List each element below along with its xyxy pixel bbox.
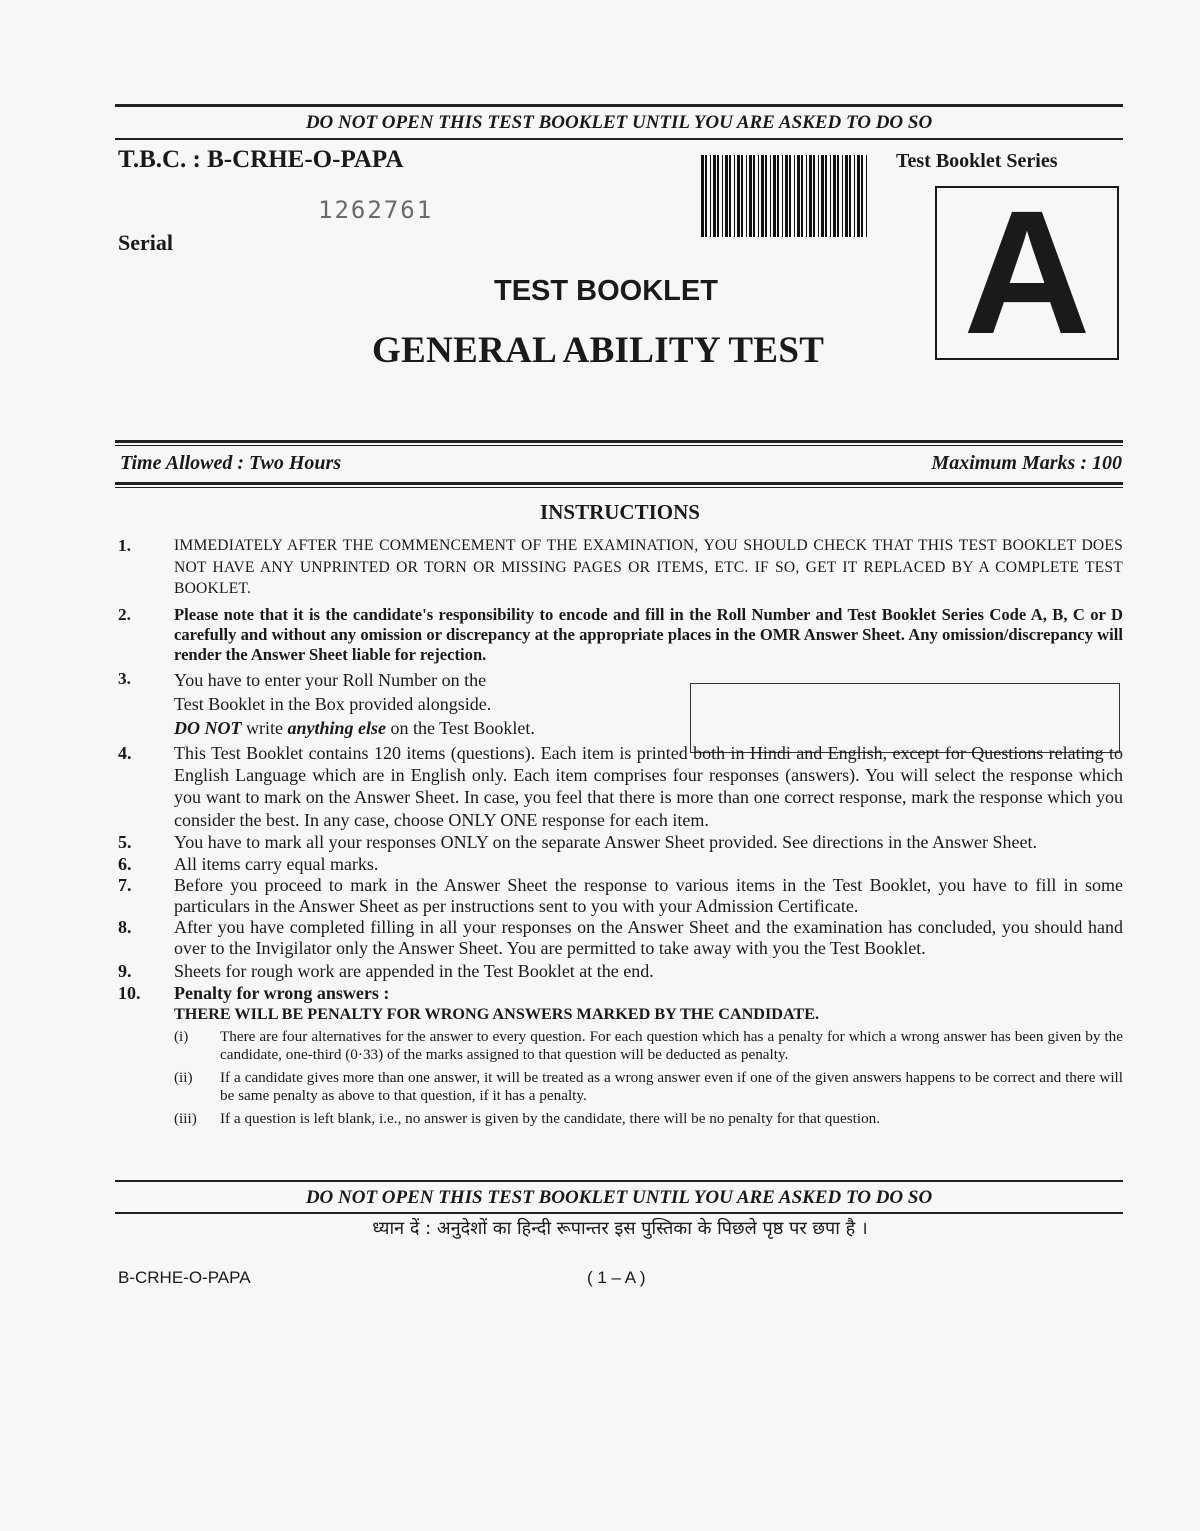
list-item: [118, 535, 1123, 600]
top-rule: [115, 104, 1123, 107]
item-text: Sheets for rough work are appended in the Test Booklet at the end.: [174, 961, 654, 982]
penalty-roman: (iii): [174, 1110, 197, 1128]
penalty-text: There are four alternatives for the answer to every question. For each question which has a penalty for which a wrong answer has been given by the candidate, one-third (0·33) of the marks assigned to that question will be deducted as penalty.: [220, 1027, 1123, 1063]
list-item: [118, 983, 1123, 1128]
list-item: [118, 605, 1123, 665]
item-number: 3.: [118, 668, 131, 688]
item-text: IMMEDIATELY AFTER THE COMMENCEMENT OF THE EXAMINATION, YOU SHOULD CHECK THAT THIS TEST BOOKLET DOES NOT HAVE ANY UNPRINTED OR TORN OR MISSING PAGES OR ITEMS, ETC. IF SO, GET IT REPLACED BY A COMPLETE TEST BOOKLET.: [174, 537, 1123, 598]
item-number: 2.: [118, 604, 131, 624]
list-item: [118, 742, 1123, 831]
item-number: 8.: [118, 917, 132, 938]
item-text: Please note that it is the candidate's responsibility to encode and fill in the Roll Number and Test Booklet Series Code A, B, C or D carefully and without any omission or discrepancy at the appropriate places in the OMR Answer Sheet. Any omission/discrepancy will render the Answer Sheet liable for rejection.: [174, 604, 1123, 664]
footer-code: B-CRHE-O-PAPA: [118, 1268, 251, 1287]
instructions-list: [118, 535, 1123, 1128]
item-text: You have to mark all your responses ONLY on the separate Answer Sheet provided. See directions in the Answer Sheet.: [174, 831, 1038, 852]
roll-instruction-line: DO NOT write anything else on the Test Booklet.: [174, 717, 535, 738]
item-text: This Test Booklet contains 120 items (questions). Each item is printed both in Hindi and English, except for Questions relating to English Language which are in English only. Each item comprises four responses (answers). You will select the response which you want to mark on the Answer Sheet. In case, you feel that there is more than one correct response, mark the response which you consider the best. In any case, choose ONLY ONE response for each item.: [174, 742, 1123, 830]
header-rule-bottom: [115, 482, 1123, 485]
list-item: [118, 854, 1123, 876]
header-rule-bottom-thin: [115, 487, 1123, 488]
series-letter: A: [963, 175, 1091, 371]
header-rule-top: [115, 440, 1123, 443]
do-not-open-banner-bottom: DO NOT OPEN THIS TEST BOOKLET UNTIL YOU ARE ASKED TO DO SO: [305, 1187, 933, 1208]
series-label: Test Booklet Series: [896, 150, 1058, 172]
item-number: 7.: [118, 875, 132, 896]
banner-rule: [115, 138, 1123, 140]
item-number: 4.: [118, 742, 132, 763]
penalty-item: [174, 1069, 1123, 1104]
item-number: 5.: [118, 831, 132, 852]
list-item: [118, 917, 1123, 958]
time-allowed: Time Allowed : Two Hours: [120, 452, 342, 474]
booklet-title: TEST BOOKLET: [494, 275, 718, 307]
footer-rule-top: [115, 1180, 1123, 1182]
do-not-open-banner-top: DO NOT OPEN THIS TEST BOOKLET UNTIL YOU ARE ASKED TO DO SO: [305, 112, 933, 133]
page-number: ( 1 – A ): [587, 1268, 646, 1287]
item-text: [174, 983, 1123, 1128]
list-item: [118, 832, 1123, 854]
item-number: 10.: [118, 982, 141, 1003]
item-text: All items carry equal marks.: [174, 853, 379, 874]
header-rule-thin: [115, 445, 1123, 446]
list-item: [118, 875, 1123, 916]
penalty-roman: (ii): [174, 1069, 193, 1087]
item-text: After you have completed filling in all your responses on the Answer Sheet and the examination has concluded, you should hand over to the Invigilator only the Answer Sheet. You are permitted to take away with you the Test Booklet.: [174, 917, 1123, 958]
item-text: Before you proceed to mark in the Answer Sheet the response to various items in the Test Booklet, you have to fill in some particulars in the Answer Sheet as per instructions sent to you with your Admission Certificate.: [174, 875, 1123, 916]
hindi-note: ध्यान दें : अनुदेशों का हिन्दी रूपान्तर इस पुस्तिका के पिछले पृष्ठ पर छपा है ।: [372, 1218, 868, 1239]
serial-label: Serial: [118, 230, 173, 255]
max-marks: Maximum Marks : 100: [931, 452, 1122, 474]
instructions-heading: INSTRUCTIONS: [540, 500, 700, 524]
roll-instruction-line: Test Booklet in the Box provided alongside.: [174, 693, 492, 714]
list-item: [118, 961, 1123, 983]
penalty-roman: (i): [174, 1027, 189, 1045]
item-number: 9.: [118, 961, 132, 982]
item-number: 1.: [118, 536, 131, 555]
penalty-subtitle: THERE WILL BE PENALTY FOR WRONG ANSWERS MARKED BY THE CANDIDATE.: [174, 1005, 820, 1024]
penalty-title: Penalty for wrong answers :: [174, 982, 390, 1003]
list-item: [118, 668, 1123, 740]
penalty-item: [174, 1028, 1123, 1063]
penalty-text: If a candidate gives more than one answer, it will be treated as a wrong answer even if one of the given answers happens to be correct and there will be same penalty as above to that question, if it has a penalty.: [220, 1069, 1123, 1104]
penalty-item: [174, 1110, 1123, 1128]
barcode-icon: [701, 155, 871, 237]
serial-number: 1262761: [318, 196, 434, 224]
roll-instruction-line: You have to enter your Roll Number on the: [174, 669, 487, 690]
item-text: [174, 668, 1123, 740]
tbc-code: T.B.C. : B-CRHE-O-PAPA: [118, 146, 404, 173]
exam-title: GENERAL ABILITY TEST: [372, 330, 825, 371]
series-box: [935, 175, 1119, 371]
item-number: 6.: [118, 853, 132, 874]
penalty-text: If a question is left blank, i.e., no answer is given by the candidate, there will be no penalty for that question.: [220, 1110, 881, 1128]
footer-rule-bottom: [115, 1212, 1123, 1214]
